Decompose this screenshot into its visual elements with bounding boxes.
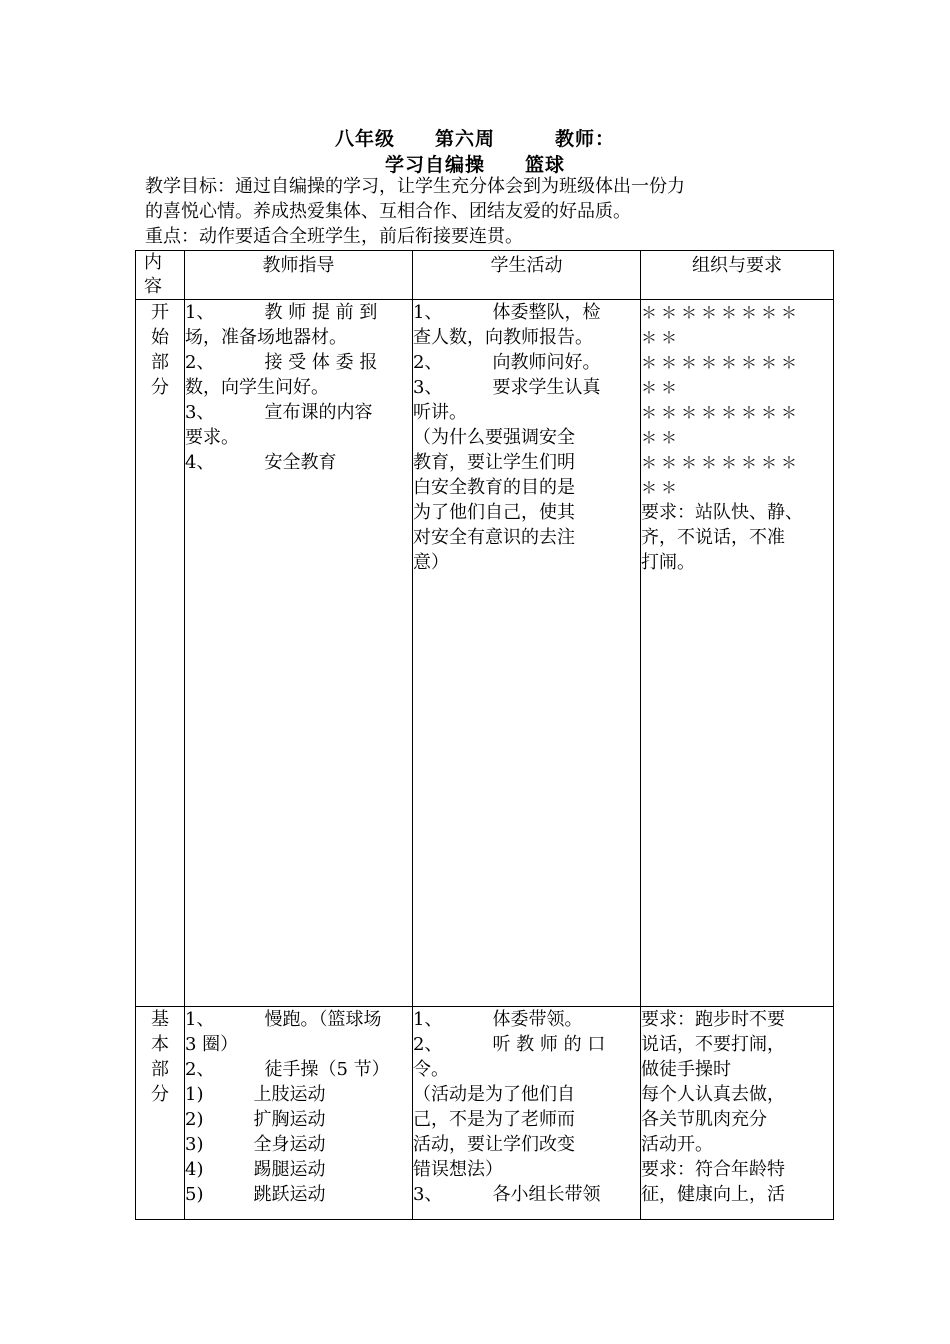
teaching-goal-line2: 的喜悦心情。养成热爱集体、互相合作、团结友爱的好品质。 bbox=[145, 201, 631, 222]
list-item: 5) 跳跃运动 bbox=[185, 1184, 326, 1205]
table-header-row bbox=[136, 251, 834, 300]
lesson-header: 八年级 第六周 教师： bbox=[334, 128, 615, 150]
header-student: 学生活动 bbox=[413, 251, 641, 300]
lesson-topic: 学习自编操 篮球 bbox=[384, 154, 565, 176]
basic-student-cell: 1、 体委带领。 2、 听 教 师 的 口 令。 （活动是为了他们自 己，不是为了老师而 活动，要让学们改变 错误想法） 3、 各小组长带领 bbox=[413, 1007, 641, 1220]
list-item: 1、 体委整队，检 bbox=[413, 302, 601, 323]
list-item: 4) 踢腿运动 bbox=[185, 1159, 326, 1180]
list-item: 3、 宣布课的内容 bbox=[185, 402, 373, 423]
formation-stars: ＊＊ bbox=[641, 478, 682, 497]
start-student-cell: 1、 体委整队，检 查人数，向教师报告。 2、 向教师问好。 3、 要求学生认真 听讲。 （为什么要强调安全 教育，要让学生们明 白安全教育的目的是 为了他们自己，使其 对安全有意识的去注 意） bbox=[413, 300, 641, 1007]
table-row-basic bbox=[136, 1007, 834, 1220]
formation-stars: ＊＊＊＊＊＊＊＊ bbox=[641, 353, 802, 372]
formation-stars: ＊＊ bbox=[641, 378, 682, 397]
list-item: 2、 徒手操（5 节） bbox=[185, 1059, 390, 1080]
list-item: 2) 扩胸运动 bbox=[185, 1109, 326, 1130]
list-item: 3、 要求学生认真 bbox=[413, 377, 601, 398]
formation-stars: ＊＊ bbox=[641, 428, 682, 447]
list-item: 1) 上肢运动 bbox=[185, 1084, 326, 1105]
list-item: 2、 向教师问好。 bbox=[413, 352, 601, 373]
table-row-start bbox=[136, 300, 834, 1007]
formation-stars: ＊＊＊＊＊＊＊＊ bbox=[641, 303, 802, 322]
key-point: 重点：动作要适合全班学生，前后衔接要连贯。 bbox=[145, 226, 523, 247]
header-content: 内 容 bbox=[136, 251, 185, 300]
start-teacher-cell: 1、 教 师 提 前 到 场，准备场地器材。 2、 接 受 体 委 报 数，向学生问好。 3、 宣布课的内容 要求。 4、 安全教育 bbox=[185, 300, 413, 1007]
list-item: 4、 安全教育 bbox=[185, 452, 337, 473]
list-item: 1、 体委带领。 bbox=[413, 1009, 583, 1030]
section-basic-label: 基 本 部 分 bbox=[136, 1007, 185, 1220]
list-item: 3、 各小组长带领 bbox=[413, 1184, 601, 1205]
header-organization: 组织与要求 bbox=[641, 251, 834, 300]
formation-stars: ＊＊ bbox=[641, 328, 682, 347]
list-item: 1、 慢跑。（篮球场 bbox=[185, 1009, 382, 1030]
lesson-plan-table bbox=[135, 250, 834, 1220]
list-item: 2、 听 教 师 的 口 bbox=[413, 1034, 606, 1055]
list-item: 3) 全身运动 bbox=[185, 1134, 326, 1155]
list-item: 2、 接 受 体 委 报 bbox=[185, 352, 378, 373]
formation-stars: ＊＊＊＊＊＊＊＊ bbox=[641, 453, 802, 472]
start-organization-cell: ＊＊＊＊＊＊＊＊ ＊＊ ＊＊＊＊＊＊＊＊ ＊＊ ＊＊＊＊＊＊＊＊ ＊＊ ＊＊＊＊＊＊＊＊ ＊＊ 要求：站队快、静、 齐，不说话，不准 打闹。 bbox=[641, 300, 834, 1007]
teaching-goal-line1: 教学目标：通过自编操的学习，让学生充分体会到为班级体出一份力 bbox=[145, 176, 685, 197]
section-start-label: 开 始 部 分 bbox=[136, 300, 185, 1007]
formation-stars: ＊＊＊＊＊＊＊＊ bbox=[641, 403, 802, 422]
basic-organization-cell: 要求：跑步时不要 说话，不要打闹， 做徒手操时 每个人认真去做， 各关节肌肉充分 活动开。 要求：符合年龄特 征，健康向上，活 bbox=[641, 1007, 834, 1220]
basic-teacher-cell: 1、 慢跑。（篮球场 3 圈） 2、 徒手操（5 节） 1) 上肢运动 2) 扩胸运动 3) 全身运动 4) 踢腿运动 5) 跳跃运动 bbox=[185, 1007, 413, 1220]
list-item: 1、 教 师 提 前 到 bbox=[185, 302, 378, 323]
header-teacher: 教师指导 bbox=[185, 251, 413, 300]
